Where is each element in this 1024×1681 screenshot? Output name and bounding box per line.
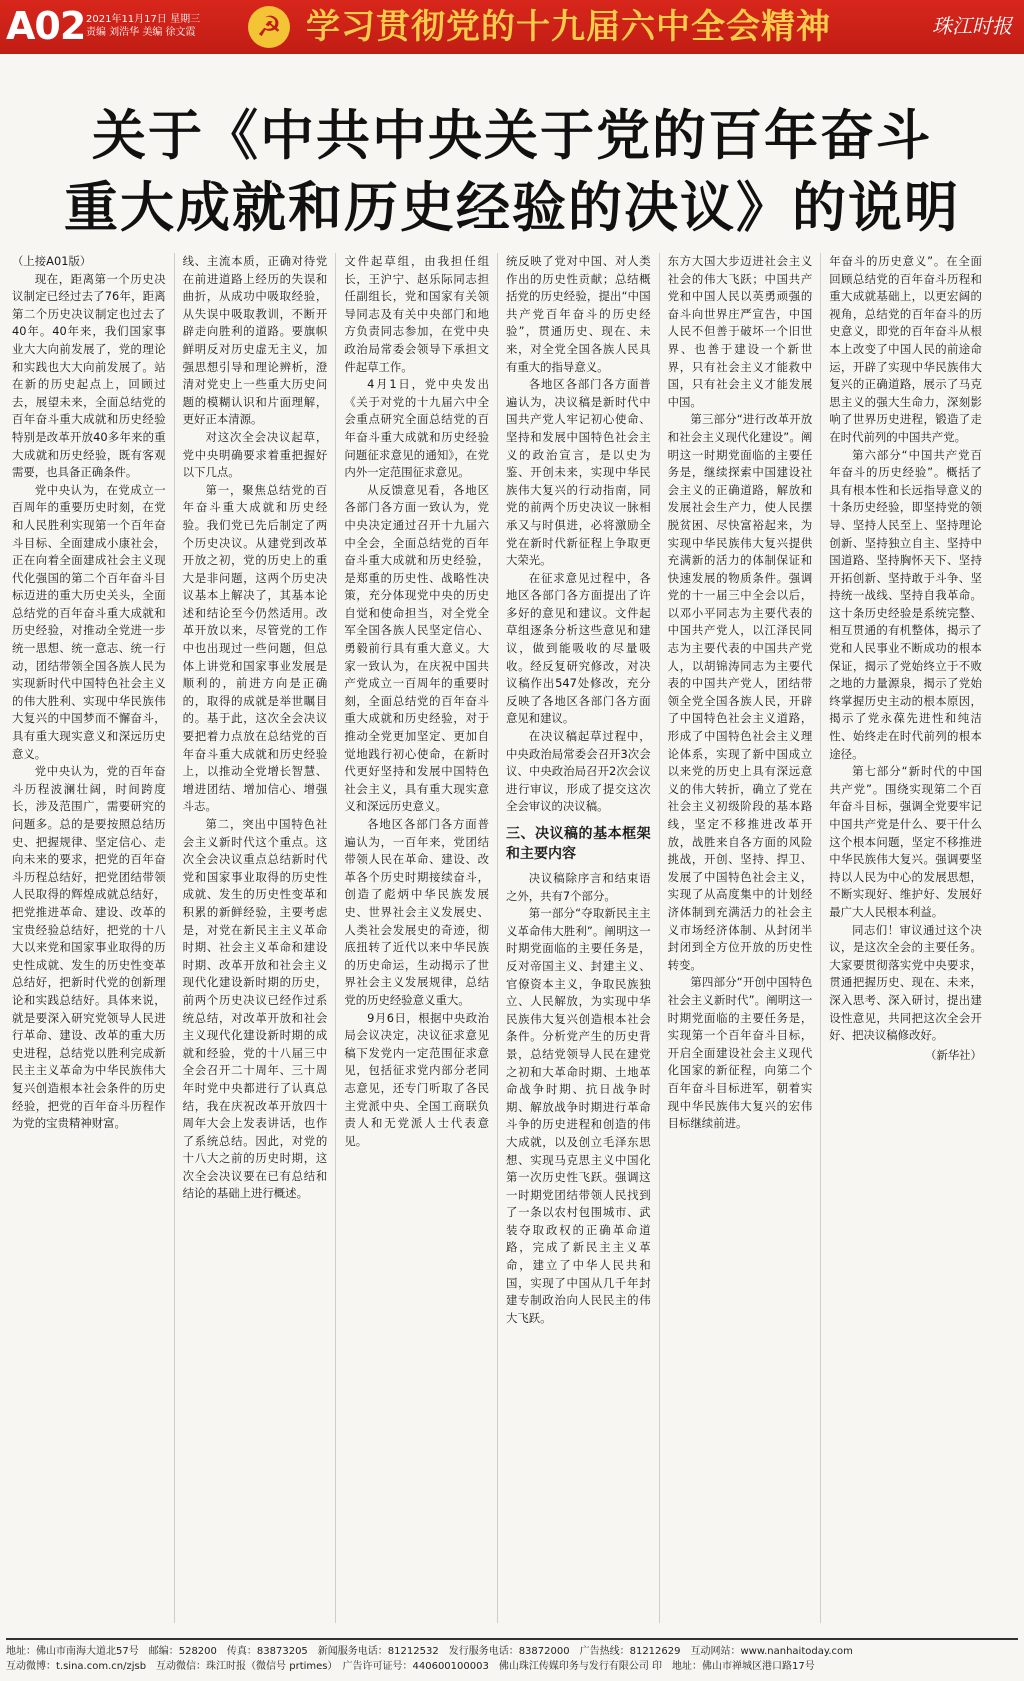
article-column-6 <box>820 253 982 1623</box>
party-emblem-icon: ☭ <box>248 6 290 48</box>
paragraph: 第三部分“进行改革开放和社会主义现代化建设”。阐明这一时期党面临的主要任务是，继续探索中国建设社会主义的正确道路，解放和发展社会生产力，使人民摆脱贫困、尽快富裕起来，为实现中华民族伟大复兴提供充满新的活力的体制保证和快速发展的物质条件。强调党的十一届三中全会以后，以邓小平同志为主要代表的中国共产党人，以江泽民同志为主要代表的中国共产党人，以胡锦涛同志为主要代表的中国共产党人，团结带领全党全国各族人民，开辟了中国特色社会主义道路，形成了中国特色社会主义理论体系，实现了新中国成立以来党的历史上具有深远意义的伟大转折，确立了党在社会主义初级阶段的基本路线，坚定不移推进改革开放，战胜来自各方面的风险挑战，开创、坚持、捍卫、发展了中国特色社会主义，实现了从高度集中的计划经济体制到充满活力的社会主义市场经济体制、从封闭半封闭到全方位开放的历史性转变。 <box>667 412 813 972</box>
paragraph: 各地区各部门各方面普遍认为，决议稿是新时代中国共产党人牢记初心使命、坚持和发展中国特色社会主义的政治宣言，是以史为鉴、开创未来，实现中华民族伟大复兴的行动指南，同党的前两个历史决议一脉相承又与时俱进，必将激励全党在新时代新征程上争取更大荣光。 <box>505 377 651 568</box>
section-heading: 三、决议稿的基本框架和主要内容 <box>505 826 651 862</box>
article-column-3 <box>335 253 497 1623</box>
paragraph: 对这次全会决议起草，党中央明确要求着重把握好以下几点。 <box>182 429 328 480</box>
paragraph: 在决议稿起草过程中，中央政治局常委会召开3次会议、中央政治局召开2次会议进行审议，形成了提交这次全会审议的决议稿。 <box>505 729 651 814</box>
paragraph: 第一，聚焦总结党的百年奋斗重大成就和历史经验。我们党已先后制定了两个历史决议。从建党到改革开放之初，党的历史上的重大是非问题，这两个历史决议基本上解决了，其基本论述和结论至今仍然适用。改革开放以来，尽管党的工作中也出现过一些问题，但总体上讲党和国家事业发展是顺利的，前进方向是正确的，取得的成就是举世瞩目的。基于此，这次全会决议要把着力点放在总结党的百年奋斗重大成就和历史经验上，以推动全党增长智慧、增进团结、增加信心、增强斗志。 <box>182 482 328 814</box>
footer-publisher-line: 互动微博：t.sina.com.cn/zjsb 互动微信：珠江时报（微信号 prtimes） 广告许可证号：440600100003 佛山珠江传媒印务与发行有限公司 印 地址：佛山市禅城区港口路17号 <box>6 1661 815 1672</box>
paragraph: 文件起草组，由我担任组长，王沪宁、赵乐际同志担任副组长，党和国家有关领导同志及有关中央部门和地方负责同志参加，在党中央政治局常委会领导下承担文件起草工作。 <box>344 254 489 374</box>
paragraph: 各地区各部门各方面普遍认为，一百年来，党团结带领人民在革命、建设、改革各个历史时期接续奋斗，创造了彪炳中华民族发展史、世界社会主义发展史、人类社会发展史的奇迹，彻底扭转了近代以来中华民族的历史命运，生动揭示了世界社会主义发展规律，总结党的历史经验意义重大。 <box>344 817 489 1007</box>
paragraph: 东方大国大步迈进社会主义社会的伟大飞跃；中国共产党和中国人民以英勇顽强的奋斗向世界庄严宣告，中国人民不但善于破坏一个旧世界、也善于建设一个新世界，只有社会主义才能救中国，只有社会主义才能发展中国。 <box>667 254 813 409</box>
paragraph: 第二，突出中国特色社会主义新时代这个重点。这次全会决议重点总结新时代党和国家事业取得的历史性成就、发生的历史性变革和积累的新鲜经验，主要考虑是，对党在新民主主义革命时期、社会主义革命和建设时期、改革开放和社会主义现代化建设新时期的历史，前两个历史决议已经作过系统总结，对改革开放和社会主义现代化建设新时期的成就和经验，党的十八届三中全会召开二十周年、三十周年时党中央都进行了认真总结，我在庆祝改革开放四十周年大会上发表讲话，也作了系统总结。因此，对党的十八大之前的历史时期，这次全会决议要在已有总结和结论的基础上进行概述。 <box>182 817 328 1201</box>
paragraph: 第一部分“夺取新民主主义革命伟大胜利”。阐明这一时期党面临的主要任务是，反对帝国主义、封建主义、官僚资本主义，争取民族独立、人民解放，为实现中华民族伟大复兴创造根本社会条件。分析党产生的历史背景，总结党领导人民在建党之初和大革命时期、土地革命战争时期、抗日战争时期、解放战争时期进行革命斗争的历史进程和创造的伟大成就，以及创立毛泽东思想、实现马克思主义中国化第一次历史性飞跃。强调这一时期党团结带领人民找到了一条以农村包围城市、武装夺取政权的正确革命道路，完成了新民主主义革命，建立了中华人民共和国，实现了中国从几千年封建专制政治向人民民主的伟大飞跃。 <box>505 906 651 1325</box>
paragraph: 第六部分“中国共产党百年奋斗的历史经验”。概括了具有根本性和长远指导意义的十条历史经验，即坚持党的领导、坚持人民至上、坚持理论创新、坚持独立自主、坚持中国道路、坚持胸怀天下、坚持开拓创新、坚持敢于斗争、坚持统一战线、坚持自我革命。这十条历史经验是系统完整、相互贯通的有机整体，揭示了党和人民事业不断成功的根本保证，揭示了党始终立于不败之地的力量源泉，揭示了党始终掌握历史主动的根本原因，揭示了党永葆先进性和纯洁性、始终走在时代前列的根本途径。 <box>829 447 982 761</box>
article-column-4 <box>497 253 659 1623</box>
paragraph: （上接A01版） <box>12 254 92 268</box>
issue-date: 2021年11月17日 星期三 <box>86 14 201 25</box>
paragraph: 党中央认为，党的百年奋斗历程波澜壮阔，时间跨度长，涉及范围广，需要研究的问题多。总的是要按照总结历史、把握规律、坚定信心、走向未来的要求，把党的百年奋斗历程总结好，把党团结带领人民取得的辉煌成就总结好，把党推进革命、建设、改革的宝贵经验总结好，把党的十八大以来党和国家事业取得的历史性成就、发生的历史性变革总结好，把新时代党的创新理论和实践总结好。具体来说，就是要深入研究党领导人民进行革命、建设、改革的重大历史进程，总结党以胜利完成新民主主义革命为中华民族伟大复兴创造根本社会条件的历史经验，把党的百年奋斗历程作为党的宝贵精神财富。 <box>12 764 166 1131</box>
masthead <box>0 0 1024 54</box>
paragraph: 第四部分“开创中国特色社会主义新时代”。阐明这一时期党面临的主要任务是，实现第一个百年奋斗目标，开启全面建设社会主义现代化国家的新征程，向第二个百年奋斗目标进军，朝着实现中华民族伟大复兴的宏伟目标继续前进。 <box>667 975 813 1131</box>
page-footer <box>6 1638 1018 1674</box>
headline-line-1: 关于《中共中央关于党的百年奋斗 <box>92 104 932 167</box>
headline-line-2: 重大成就和历史经验的决议》的说明 <box>64 176 960 239</box>
paragraph: 统反映了党对中国、对人类作出的历史性贡献；总结概括党的历史经验，提出“中国共产党百年奋斗的历史经验”，贯通历史、现在、未来，对全党全国各族人民具有重大的指导意义。 <box>505 254 651 374</box>
paragraph: 9月6日，根据中央政治局会议决定，决议征求意见稿下发党内一定范围征求意见，包括征求党内部分老同志意见，还专门听取了各民主党派中央、全国工商联负责人和无党派人士代表意见。 <box>344 1010 489 1148</box>
article-column-5 <box>659 253 821 1623</box>
article-headline <box>0 100 1024 244</box>
paragraph: 从反馈意见看，各地区各部门各方面一致认为，党中央决定通过召开十九届六中全会，全面总结党的百年奋斗重大成就和历史经验，是郑重的历史性、战略性决策，充分体现党中央的历史自觉和使命担当，对全党全军全国各族人民坚定信心、勇毅前行具有重大意义。大家一致认为，在庆祝中国共产党成立一百周年的重要时刻，全面总结党的百年奋斗重大成就和历史经验，对于推动全党更加坚定、更加自觉地践行初心使命，在新时代更好坚持和发展中国特色社会主义，具有重大现实意义和深远历史意义。 <box>344 482 489 814</box>
paragraph: 党中央认为，在党成立一百周年的重要历史时刻，在党和人民胜利实现第一个百年奋斗目标、全面建成小康社会，正在向着全面建成社会主义现代化强国的第二个百年奋斗目标迈进的重大历史关头，全面总结党的百年奋斗重大成就和历史经验，对推动全党进一步统一思想、统一意志、统一行动，团结带领全国各族人民为实现新时代中国特色社会主义的伟大胜利、实现中华民族伟大复兴的中国梦而不懈奋斗，具有重大现实意义和深远历史意义。 <box>12 482 166 761</box>
paragraph: 在征求意见过程中，各地区各部门各方面提出了许多好的意见和建议。文件起草组逐条分析这些意见和建议，做到能吸收的尽量吸收。经反复研究修改，对决议稿作出547处修改，充分反映了各地区各部门各方面意见和建议。 <box>505 570 651 726</box>
editors-credit: 责编 刘浩华 美编 徐文霞 <box>86 27 196 38</box>
paragraph: 年奋斗的历史意义”。在全面回顾总结党的百年奋斗历程和重大成就基础上，以更宏阔的视角，总结党的百年奋斗的历史意义，即党的百年奋斗从根本上改变了中国人民的前途命运，开辟了实现中华民族伟大复兴的正确道路，展示了马克思主义的强大生命力，深刻影响了世界历史进程，锻造了走在时代前列的中国共产党。 <box>829 254 982 444</box>
paragraph: 第七部分“新时代的中国共产党”。围绕实现第二个百年奋斗目标，强调全党要牢记中国共产党是什么、要干什么这个根本问题，坚定不移推进中华民族伟大复兴。强调要坚持以人民为中心的发展思想，不断实现好、维护好、发展好最广大人民根本利益。 <box>829 764 982 919</box>
newspaper-logo: 珠江时报 <box>932 14 1012 38</box>
issue-date-block <box>86 13 200 39</box>
paragraph: 同志们！审议通过这个决议，是这次全会的主要任务。大家要贯彻落实党中央要求，贯通把握历史、现在、未来，深入思考、深入研讨，提出建设性意见，共同把这次全会开好、把决议稿修改好。 <box>829 922 982 1043</box>
footer-contact-line: 地址：佛山市南海大道北57号 邮编：528200 传真：83873205 新闻服务电话：81212532 发行服务电话：83872000 广告热线：81212629 互动网站：www.nanhaitoday.com <box>6 1646 853 1657</box>
paragraph: 现在，距离第一个历史决议制定已经过去了76年，距离第二个历史决议制定也过去了40年。40年来，我们国家事业大大向前发展了，党的理论和实践也大大向前发展了。站在新的历史起点上，回顾过去，展望未来，全面总结党的百年奋斗重大成就和历史经验特别是改革开放40多年来的重大成就和历史经验，既有客观需要，也具备正确条件。 <box>12 271 166 480</box>
page-number: A02 <box>6 4 86 48</box>
article-column-2 <box>174 253 336 1623</box>
article-column-1 <box>12 253 174 1623</box>
article-source: （新华社） <box>924 1047 982 1062</box>
paragraph: 4月1日，党中央发出《关于对党的十九届六中全会重点研究全面总结党的百年奋斗重大成就和历史经验问题征求意见的通知》，在党内外一定范围征求意见。 <box>344 377 489 480</box>
paragraph: 线、主流本质，正确对待党在前进道路上经历的失误和曲折，从成功中吸取经验，从失误中吸取教训，不断开辟走向胜利的道路。要旗帜鲜明反对历史虚无主义，加强思想引导和理论辨析，澄清对党史上一些重大历史问题的模糊认识和片面理解，更好正本清源。 <box>182 254 328 427</box>
paragraph: 决议稿除序言和结束语之外，共有7个部分。 <box>505 871 651 903</box>
article-body <box>12 253 1012 1623</box>
section-banner: 学习贯彻党的十九届六中全会精神 <box>306 7 831 47</box>
